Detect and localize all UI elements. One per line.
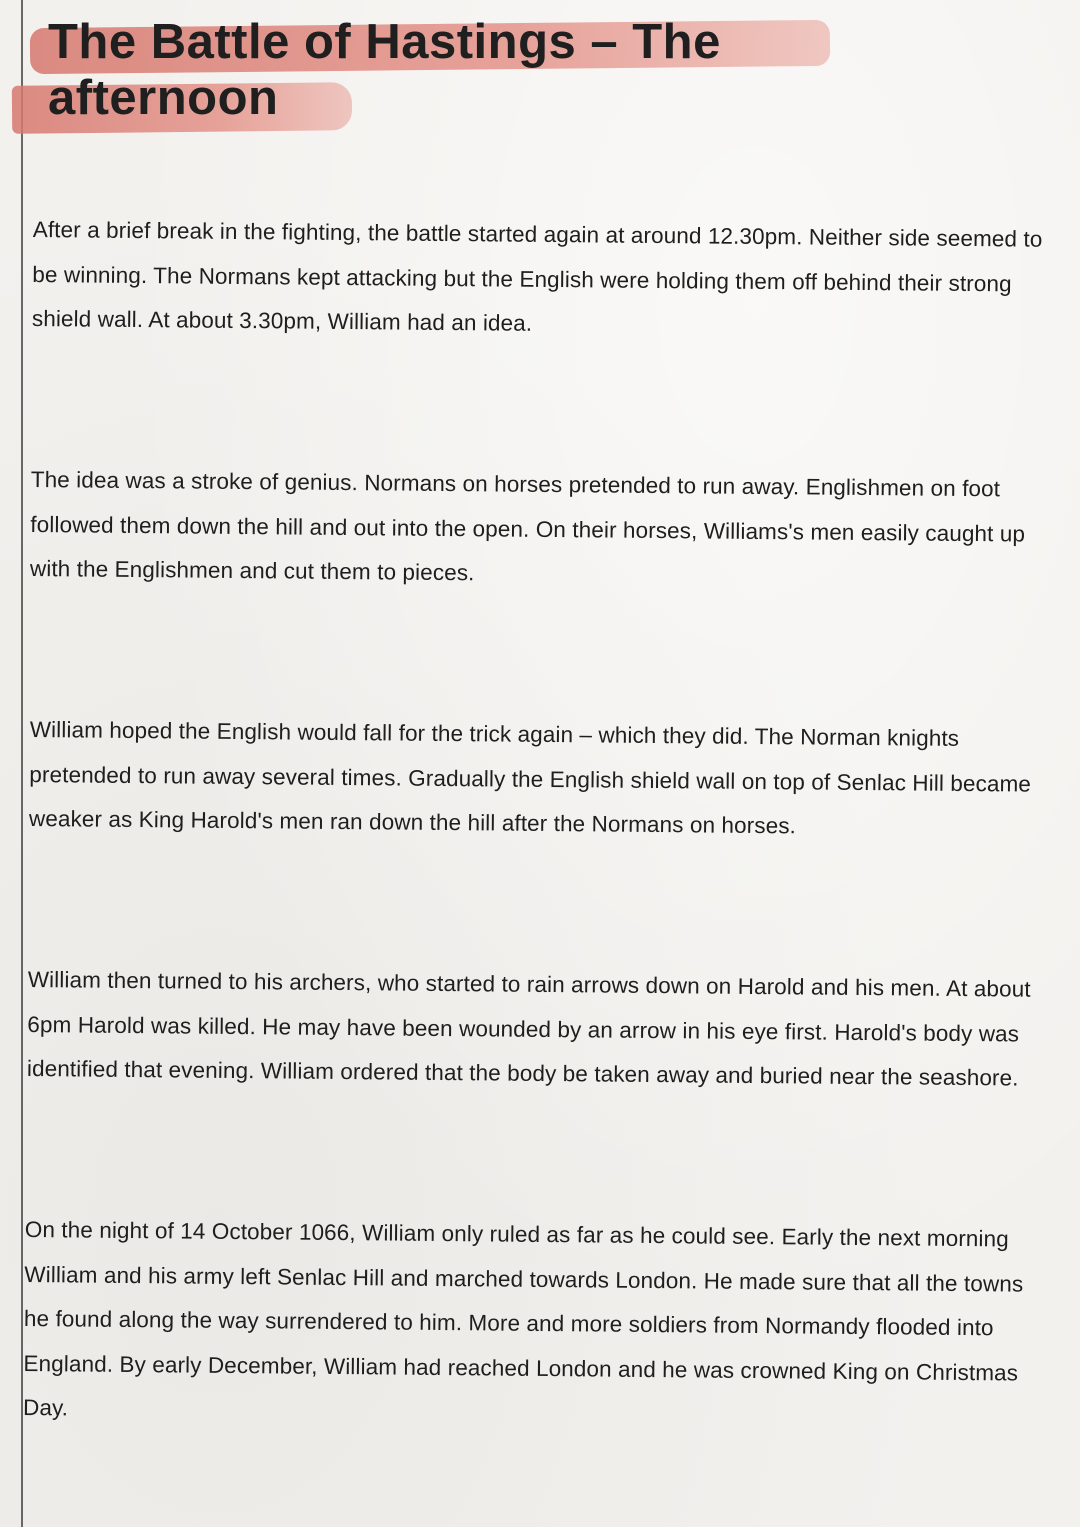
page-title: The Battle of Hastings – The afternoon xyxy=(48,15,721,125)
paragraph: On the night of 14 October 1066, William only ruled as far as he could see. Early the next morning William and his army left Senlac Hill and marched towards London. He made sure that all the towns he found along the way surrendered to him. More and more soldiers from Normandy flooded into England. By early December, William had reached London and he was crowned King on Christmas Day. xyxy=(22,1216,1024,1421)
margin-line xyxy=(21,0,23,1527)
paragraph: The idea was a stroke of genius. Normans on horses pretended to run away. Englishmen on foot followed them down the hill and out into the open. On their horses, Williams's men easily caught up with the Englishmen and cut them to pieces. xyxy=(29,466,1026,586)
paragraph: William hoped the English would fall for the trick again – which they did. The Norman knights pretended to run away several times. Gradually the English shield wall on top of Senlac Hill became weaker as King Harold's men ran down the hill after the Normans on horses. xyxy=(28,716,1032,839)
paragraph: After a brief break in the fighting, the battle started again at around 12.30pm. Neither side seemed to be winning. The Normans kept attacking but the English were holding them off behind their strong shield wall. At about 3.30pm, William had an idea. xyxy=(31,216,1043,336)
title-block xyxy=(18,14,878,126)
paragraph: William then turned to his archers, who started to rain arrows down on Harold and his men. At about 6pm Harold was killed. He may have been wounded by an arrow in his eye first. Harold's body was identified that evening. William ordered that the body be taken away and buried near the seashore. xyxy=(26,966,1031,1091)
